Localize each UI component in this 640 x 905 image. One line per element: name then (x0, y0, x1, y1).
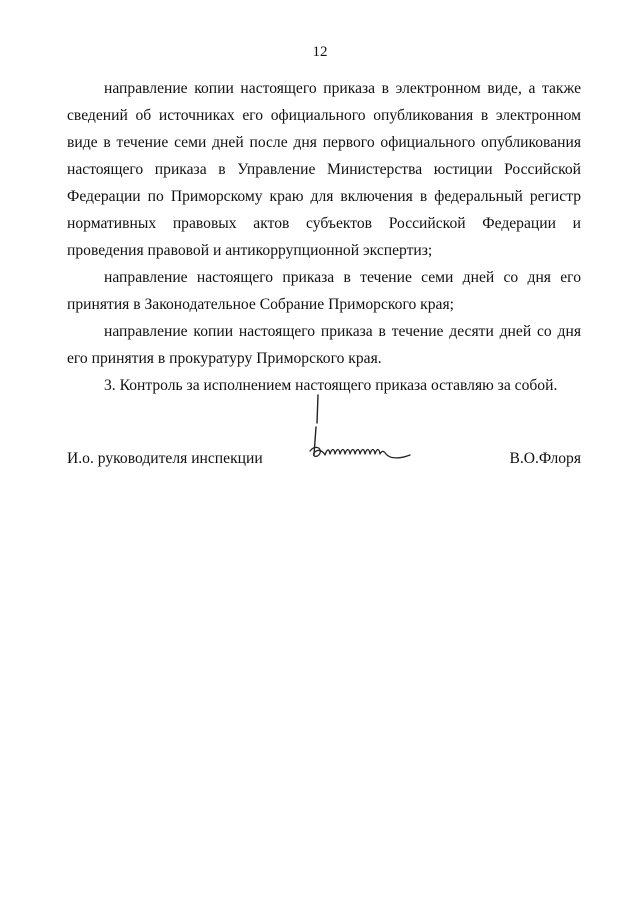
paragraph-electronic-copy: направление копии настоящего приказа в электронном виде, а также сведений об источниках его официального опубликования в электронном виде в течение семи дней после дня первого официального опубликования настоящего приказа в Управление Министерства юстиции Российской Федерации по Приморскому краю для включения в федеральный регистр нормативных правовых актов субъектов Российской Федерации и проведения правовой и антикоррупционной экспертиз; (67, 80, 581, 259)
paragraph-control-clause: 3. Контроль за исполнением настоящего приказа оставляю за собой. (104, 377, 558, 394)
signatory-name: В.О.Флоря (509, 450, 581, 467)
signatory-position: И.о. руководителя инспекции (67, 450, 263, 467)
signature-block (67, 450, 581, 472)
document-body (67, 75, 581, 399)
page-number: 12 (312, 44, 328, 60)
paragraph-legislative-assembly: направление настоящего приказа в течение семи дней со дня его принятия в Законодательное Собрание Приморского края; (67, 269, 581, 313)
paragraph-prosecutor-office: направление копии настоящего приказа в течение десяти дней со дня его принятия в прокуратуру Приморского края. (67, 323, 581, 367)
